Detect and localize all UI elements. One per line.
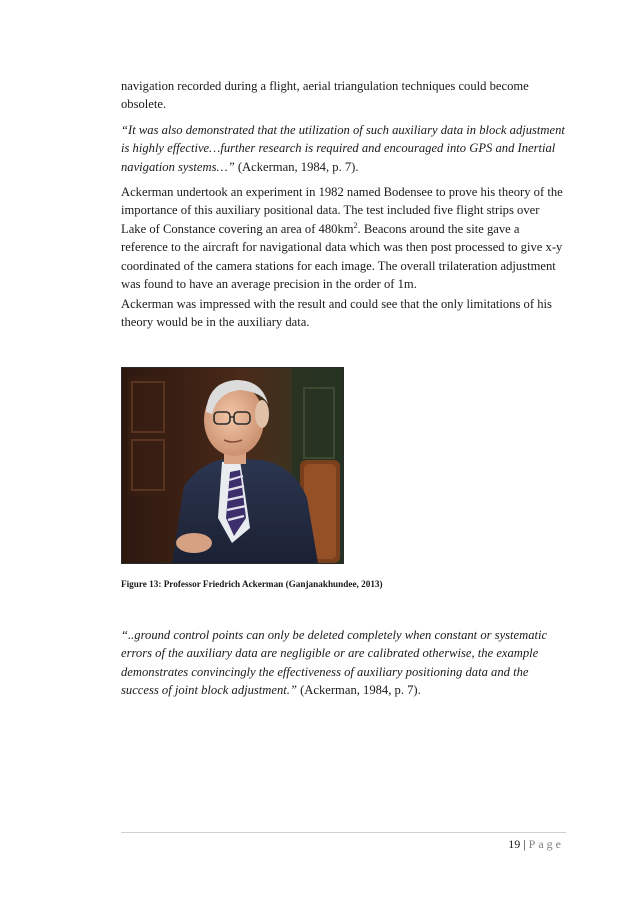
- superscript-2: 2: [353, 220, 358, 230]
- paragraph-1-text: navigation recorded during a flight, aerial triangulation techniques could become obsolete.: [121, 79, 529, 112]
- professor-ackerman-photo: [121, 367, 344, 564]
- paragraph-3: [121, 183, 566, 293]
- paragraph-3-text-b: . Beacons around the site gave a reference to the aircraft for navigational data which was then post processed to give x-y coordinated of the camera stations for each image. The overall trilateration adjustment was found to have an average precision in the order of 1m.: [121, 221, 563, 292]
- page-number: [508, 836, 564, 852]
- footer-divider: [121, 832, 566, 833]
- paragraph-3-text-a: Ackerman undertook an experiment in 1982 named Bodensee to prove his theory of the importance of this auxiliary positional data. The test included five flight strips over Lake of Constance covering an area of 480km: [121, 185, 563, 236]
- figure-caption: Figure 13: Professor Friedrich Ackerman (Ganjanakhundee, 2013): [121, 579, 383, 589]
- ackerman-quote-2: “..ground control points can only be deleted completely when constant or systematic errors of the auxiliary data are negligible or are calibrated otherwise, the example demonstrates convincingly the effectiveness of auxiliary positioning data and the success of joint block adjustment.”: [121, 628, 548, 698]
- paragraph-4-text: Ackerman was impressed with the result and could see that the only limitations of his theory would be in the auxiliary data.: [121, 297, 552, 330]
- page-number-separator: |: [523, 837, 526, 851]
- paragraph-2-quote-block: [121, 121, 566, 176]
- page-number-value: 19: [508, 837, 521, 851]
- page-label: Page: [528, 837, 564, 851]
- portrait-illustration: [122, 368, 343, 563]
- paragraph-4: [121, 295, 566, 332]
- paragraph-5-quote-block: [121, 626, 566, 700]
- citation-1: (Ackerman, 1984, p. 7).: [234, 159, 359, 174]
- citation-2: (Ackerman, 1984, p. 7).: [296, 683, 421, 698]
- paragraph-1: [121, 77, 566, 114]
- ackerman-quote-1: “It was also demonstrated that the utilization of such auxiliary data in block adjustment is highly effective…further research is required and encouraged into GPS and Inertial navigation systems…”: [121, 123, 565, 174]
